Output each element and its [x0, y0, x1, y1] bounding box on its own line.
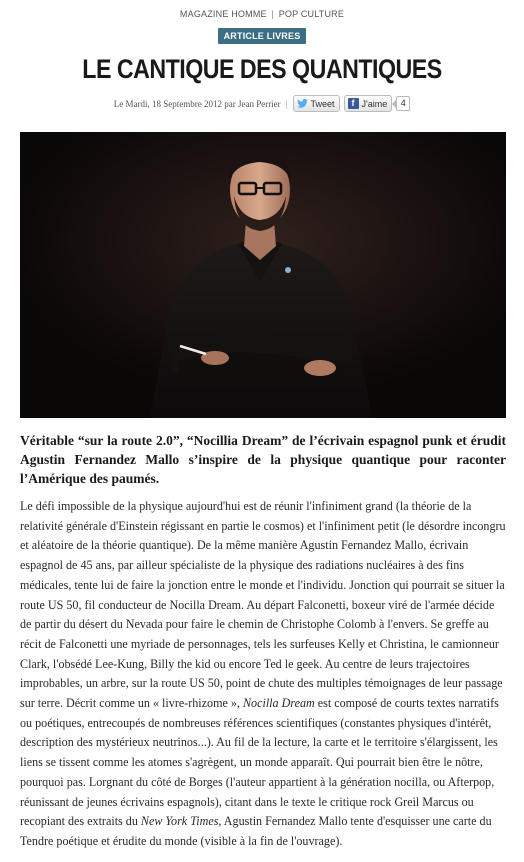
category-badge[interactable]: ARTICLE LIVRES: [218, 28, 307, 44]
tweet-button[interactable]: [293, 95, 340, 112]
article-body: [20, 497, 506, 852]
rubric-breadcrumb: [0, 9, 524, 19]
author-portrait-illustration: [20, 132, 506, 418]
twitter-bird-icon: [297, 99, 308, 108]
body-text-part-3: , Agustin Fernandez Mallo tente d'esquisser une carte du Tendre poétique et érudite du monde (visible à la fin de l'ouvrage).: [20, 814, 492, 848]
like-label: J'aime: [361, 98, 388, 109]
byline: Le Mardi, 18 Septembre 2012 par Jean Perrier: [113, 98, 281, 109]
facebook-f-icon: f: [348, 98, 359, 109]
like-count: 4: [396, 96, 410, 111]
book-title-italic: Nocilla Dream: [242, 696, 315, 711]
byline-separator: |: [285, 98, 288, 109]
subsection-link[interactable]: POP CULTURE: [278, 9, 345, 19]
article-title: LE CANTIQUE DES QUANTIQUES: [82, 54, 442, 84]
breadcrumb-separator: |: [271, 9, 274, 19]
badge-container: [0, 26, 524, 44]
newspaper-title-italic: New York Times: [140, 814, 219, 829]
article-meta: [0, 95, 524, 112]
body-text-part-2: est composé de courts textes narratifs ou poétiques, entrecoupés de nombreuses références scientifiques (constantes physiques d'intérêt, description des mystérieux neutrinos...). Au fil de la lecture, la carte et le territoire s'élargissent, les liens se tissent comme les atomes s'agrègent, un monde apparaît. Qui pourrait bien être le nôtre, pourquoi pas. Lorgnant du côté de Borges (l'auteur appartient à la génération nocilla, ou Afterpop, réunissant de jeunes écrivains espagnols), citant dans le texte le critique rock Greil Marcus ou recopiant des extraits du: [20, 696, 499, 829]
tweet-label: Tweet: [310, 98, 335, 109]
author-photo: [20, 132, 506, 418]
article-lead: Véritable “sur la route 2.0”, “Nocillia Dream” de l’écrivain espagnol punk et érudit Agustin Fernandez Mallo s’inspire de la physique quantique pour raconter l’Amérique des paumés.: [20, 433, 506, 486]
like-button[interactable]: [344, 95, 393, 112]
section-link[interactable]: MAGAZINE HOMME: [179, 9, 267, 19]
body-text-part-1: Le défi impossible de la physique aujourd'hui est de réunir l'infiniment grand (la théorie de la relativité générale d'Einstein régissant en partie le cosmos) et l'infiniment petit (le désordre incongru et aléatoire de la théorie quantique). De la même manière Agustin Fernandez Mallo, écrivain espagnol de 45 ans, par ailleur spécialiste de la physique des radiations nucléaires à des fins médicales, tente lui de faire la jonction entre le monde et l'individu. Jonction qui pourrait se situer la route US 50, fil conducteur de Nocilla Dream. Au départ Falconetti, boxeur viré de l'armée décide de partir du désert du Nevada pour faire le chemin de Christophe Colomb à l'envers. Se greffe au récit de Falconetti une myriade de personnages, tels les surfeuses Kelly et Christina, le camionneur Clark, l'obsédé Lee-Kung, Billy the kid ou encore Ted le geek. Au centre de leurs trajectoires improbables, un arbre, sur la route US 50, point de chute des multiples témoignages de leur passage sur terre. Décrit comme un « livre-rhizome »,: [20, 499, 506, 711]
